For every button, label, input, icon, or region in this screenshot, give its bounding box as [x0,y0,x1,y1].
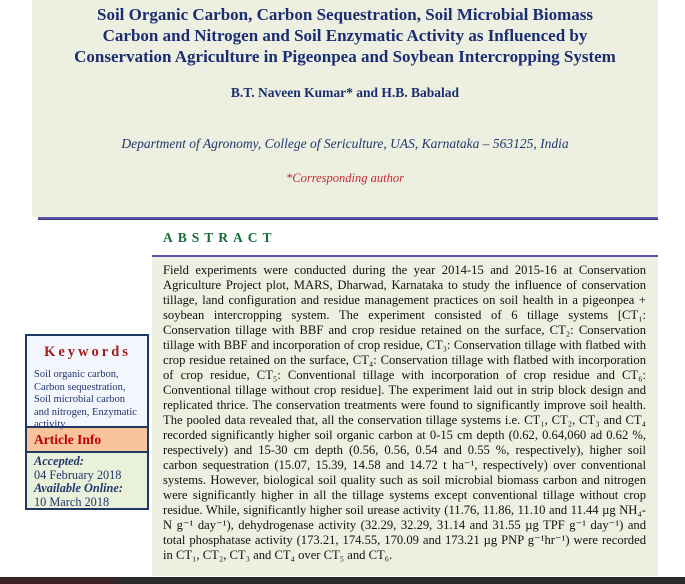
keywords-section [27,336,147,430]
keywords-heading: Keywords [44,344,131,360]
abstract-heading: ABSTRACT [163,230,277,245]
affiliation-line: Department of Agronomy, College of Sericulture, UAS, Karnataka – 563125, India [121,136,569,151]
keywords-box [25,334,149,510]
accepted-date: 04 February 2018 [34,467,122,482]
available-online-date: 10 March 2018 [34,494,110,509]
available-online-label: Available Online: [34,481,123,495]
corresponding-author-note: *Corresponding author [286,171,404,185]
authors-line: B.T. Naveen Kumar* and H.B. Babalad [230,85,460,100]
keywords-list: Soil organic carbon, Carbon sequestration, Soil microbial carbon and nitrogen, Enzymatic activity [34,369,137,430]
abstract-text: Field experiments were conducted during the year 2014-15 and 2015-16 at Conservation Agriculture Project plot, MARS, Dharwad, Karnataka to study the influence of conservation tillage, land configuration and residue management practices on soil health in a pigeonpea + soybean intercropping system. The experiment consisted of 6 tillage systems [CT₁: Conservation tillage with BBF and crop residue retained on the surface, CT₂: Conservation tillage with BBF and incorporation of crop residue, CT₃: Conservation tillage with flatbed with crop residue retained on the surface, CT₄: Conservation tillage with flatbed with incorporation of crop residue, CT₅: Conventional tillage with incorporation of crop residue and CT₆: Conventional tillage without crop residue]. The experiment laid out in strip block design and replicated thrice. The conservation treatments were found to significantly improve soil health. The pooled data revealed that, all the conservation tillage systems i.e. CT₁, CT₂, CT₃ and CT₄ recorded significantly higher soil organic carbon at 0-15 cm depth (0.62, 0.64,060 ad 0.62 %, respectively) and 15-30 cm depth (0.56, 0.56, 0.54 and 0.55 %, respectively), higher soil carbon sequestration (15.07, 15.39, 14.58 and 14.72 t ha⁻¹, respectively) over conventional systems. However, biological soil quality such as soil microbial biomass carbon and nitrogen were significantly higher in all the tillage systems except conventional tillage without crop residue. While, significantly higher soil urease activity (11.76, 11.86, 11.10 and 11.44 µg NH₄-N g⁻¹ day⁻¹), dehydrogenase activity (32.29, 32.29, 31.14 and 31.55 µg TPF g⁻¹ day⁻¹) and total phosphatase activity (173.21, 174.55, 170.09 and 173.21 µg PNP g⁻¹hr⁻¹) were recorded in CT₁, CT₂, CT₃ and CT₄ over CT₅ and CT₆. [163,263,646,562]
article-info-banner [27,426,147,453]
bottom-bar-left-segment [0,577,113,584]
bottom-bar [0,577,685,584]
article-title: Soil Organic Carbon, Carbon Sequestration, Soil Microbial Biomass Carbon and Nitrogen and Soil Enzymatic Activity as Influenced by Conservation Agriculture in Pigeonpea and Soybean Intercropping System [74,5,616,66]
accepted-label: Accepted: [34,454,84,468]
abstract-panel [152,255,658,576]
header-divider-rule [38,217,658,220]
article-dates-section [27,453,147,508]
article-header [32,0,658,217]
bottom-bar-right-segment [113,577,685,584]
article-info-heading: Article Info [34,432,102,447]
